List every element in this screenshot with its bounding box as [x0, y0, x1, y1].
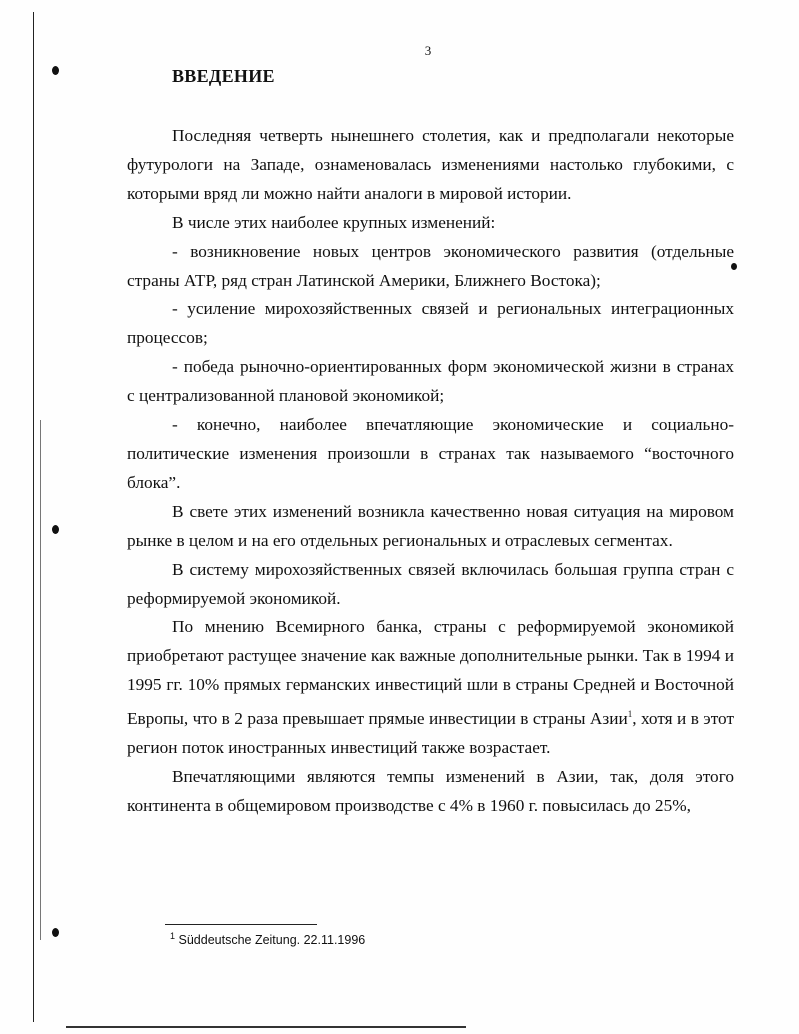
paragraph-world-bank [127, 613, 734, 762]
footnote-marker: 1 [170, 931, 176, 941]
paragraph: В числе этих наиболее крупных изменений: [172, 212, 496, 232]
section-heading: ВВЕДЕНИЕ [172, 66, 275, 86]
paragraph-text: , хотя и в этот регион поток иностранных инвестиций также возрастает. [127, 708, 734, 757]
footnote-divider [165, 924, 317, 925]
paragraph: Последняя четверть нынешнего столетия, как и предполагали некоторые футурологи на Западе, ознаменовалась изменениями настолько глубокими, с которыми вряд ли можно найти аналоги в мировой истории. [127, 126, 734, 203]
scan-bottom-line [66, 1026, 466, 1028]
scan-mark-bottom [52, 928, 59, 937]
scan-mark-top [52, 66, 59, 75]
footnote [170, 931, 365, 947]
list-item: - возникновение новых центров экономического развития (отдельные страны АТР, ряд стран Латинской Америки, Ближнего Востока); [127, 241, 734, 290]
page-number: 3 [424, 43, 432, 58]
scan-margin-line-2 [40, 420, 41, 940]
scan-margin-line [33, 12, 34, 1022]
list-item: - конечно, наиболее впечатляющие экономические и социально-политические изменения произошли в странах так называемого “восточного блока”. [127, 415, 734, 492]
paragraph: В систему мирохозяйственных связей включилась большая группа стран с реформируемой экономикой. [127, 559, 734, 608]
body-text [127, 122, 734, 821]
list-item: - усиление мирохозяйственных связей и региональных интеграционных процессов; [127, 299, 734, 348]
list-item: - победа рыночно-ориентированных форм экономической жизни в странах с централизованной плановой экономикой; [127, 357, 734, 406]
footnote-text: Süddeutsche Zeitung. 22.11.1996 [178, 933, 366, 948]
paragraph: В свете этих изменений возникла качественно новая ситуация на мировом рынке в целом и на его отдельных региональных и отраслевых сегментах. [127, 501, 734, 550]
paragraph: Впечатляющими являются темпы изменений в Азии, так, доля этого континента в общемировом производстве с 4% в 1960 г. повысилась до 25%, [127, 766, 734, 815]
footnote-reference[interactable]: 1 [627, 709, 633, 720]
paragraph-text: По мнению Всемирного банка, страны с реформируемой экономикой приобретают растущее значение как важные дополнительные рынки. Так в 1994 и 1995 гг. 10% прямых германских инвестиций шли в страны Средней и Восточной Европы, что в 2 раза превышает прямые инвестиции в страны Азии [127, 617, 734, 728]
scan-mark-middle [52, 525, 59, 534]
